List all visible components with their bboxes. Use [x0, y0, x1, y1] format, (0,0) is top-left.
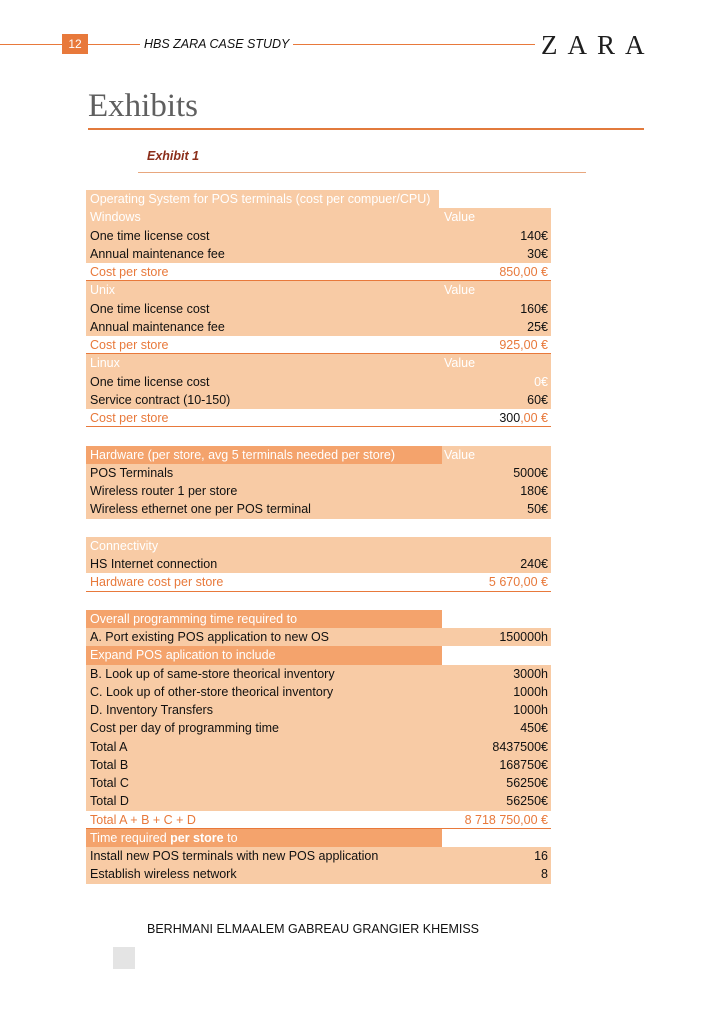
unix-total-row: Cost per store 925,00 € — [86, 336, 551, 354]
table-row: Establish wireless network 8 — [86, 865, 551, 883]
table-row: Wireless router 1 per store 180€ — [86, 482, 551, 500]
table-row: POS Terminals 5000€ — [86, 464, 551, 482]
connectivity-header: Connectivity — [86, 537, 551, 555]
table-row: C. Look up of other-store theorical inventory 1000h — [86, 683, 551, 701]
os-section-header: Operating System for POS terminals (cost per compuer/CPU) — [86, 190, 551, 208]
exhibit-table — [86, 190, 551, 884]
table-row: Annual maintenance fee 30€ — [86, 245, 551, 263]
per-store-header: Time required per store to — [86, 829, 551, 847]
table-row: Total C 56250€ — [86, 774, 551, 792]
footer-authors: BERHMANI ELMAALEM GABREAU GRANGIER KHEMISS — [147, 922, 480, 936]
windows-header: Windows Value — [86, 208, 551, 226]
page-heading: Exhibits — [88, 88, 199, 124]
document-title: HBS ZARA CASE STUDY — [140, 35, 293, 53]
table-row: Install new POS terminals with new POS application 16 — [86, 847, 551, 865]
table-row: Total A 8437500€ — [86, 738, 551, 756]
linux-total-row: Cost per store 300,00 € — [86, 409, 551, 427]
header-rule-left — [0, 44, 62, 45]
table-row: Total D 56250€ — [86, 792, 551, 810]
table-row: Total B 168750€ — [86, 756, 551, 774]
table-row: One time license cost 0€ — [86, 373, 551, 391]
hardware-cost-total-row: Hardware cost per store 5 670,00 € — [86, 573, 551, 591]
unix-header: Unix Value — [86, 281, 551, 299]
table-row: HS Internet connection 240€ — [86, 555, 551, 573]
hardware-header: Hardware (per store, avg 5 terminals needed per store) Value — [86, 446, 551, 464]
table-row: A. Port existing POS application to new OS 150000h — [86, 628, 551, 646]
programming-subheader: Expand POS aplication to include — [86, 646, 551, 664]
windows-total-row: Cost per store 850,00 € — [86, 263, 551, 281]
linux-header: Linux Value — [86, 354, 551, 372]
heading-rule — [88, 128, 644, 130]
exhibit-rule — [138, 172, 586, 173]
programming-header: Overall programming time required to — [86, 610, 551, 628]
table-row: Cost per day of programming time 450€ — [86, 719, 551, 737]
table-row: One time license cost 160€ — [86, 300, 551, 318]
table-row: D. Inventory Transfers 1000h — [86, 701, 551, 719]
table-row: Annual maintenance fee 25€ — [86, 318, 551, 336]
footer-box — [113, 947, 135, 969]
table-row: Service contract (10-150) 60€ — [86, 391, 551, 409]
zara-logo: ZARA — [535, 30, 661, 60]
page-number: 12 — [62, 34, 88, 54]
table-row: Wireless ethernet one per POS terminal 50€ — [86, 500, 551, 518]
table-row: One time license cost 140€ — [86, 227, 551, 245]
table-row: B. Look up of same-store theorical inventory 3000h — [86, 665, 551, 683]
exhibit-label: Exhibit 1 — [147, 149, 200, 163]
programming-total-row: Total A + B + C + D 8 718 750,00 € — [86, 811, 551, 829]
